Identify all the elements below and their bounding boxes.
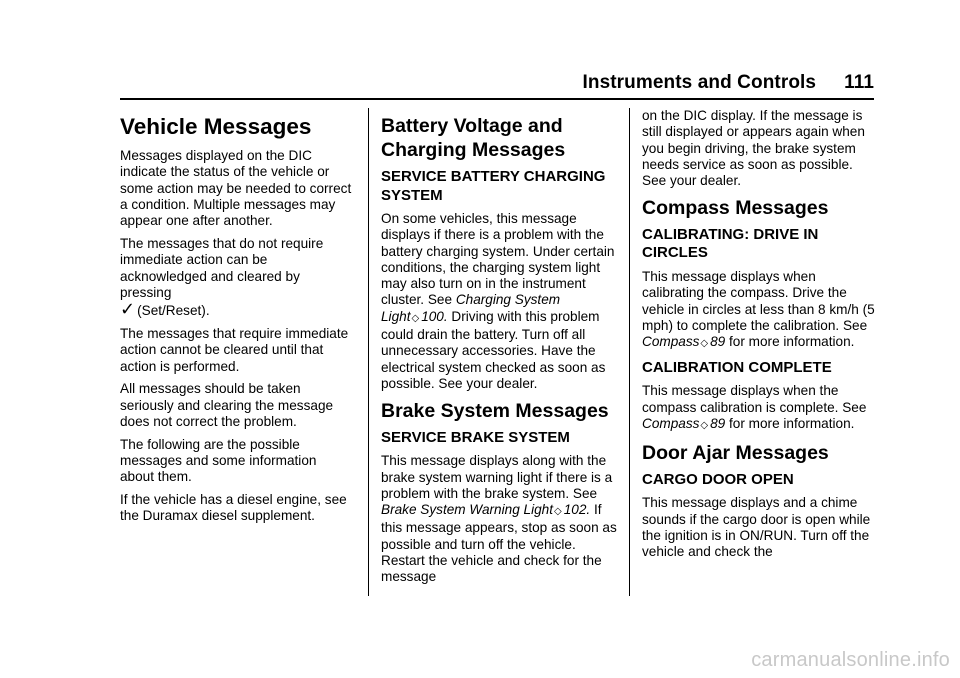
- xref-compass[interactable]: Compass: [642, 334, 700, 350]
- watermark: carmanualsonline.info: [751, 649, 950, 671]
- heading-door-ajar: Door Ajar Messages: [642, 441, 829, 464]
- heading-compass-messages: Compass Messages: [642, 196, 829, 219]
- paragraph: On some vehicles, this message displays if there is a problem with the battery charging system. Under certain conditions, the charging system light may also turn on in the instrument cluster. See Charging System Light◇ 100. Driving with this problem could drain the battery. Turn off all unnecessary accessories. Have the electrical system checked as soon as possible. See your dealer.: [381, 211, 615, 391]
- heading-brake-messages: Brake System Messages: [381, 399, 609, 422]
- xref-page[interactable]: 102.: [563, 502, 591, 518]
- page-number: 111: [844, 72, 874, 93]
- header-rule: [120, 98, 874, 100]
- xref-charging-light[interactable]: Charging System Light: [381, 292, 561, 324]
- paragraph: If the vehicle has a diesel engine, see the Duramax diesel supplement.: [120, 492, 347, 524]
- checkmark-icon: ✓: [120, 299, 136, 320]
- paragraph: This message displays along with the brake system warning light if there is a problem with the brake system. See Brake System Warning Light◇ 102. If this message appears, stop as soon as possible and turn off the vehicle. Restart the vehicle and check for the message: [381, 453, 617, 585]
- page-ref-arrow-icon: ◇: [411, 312, 420, 324]
- heading-calibrating: CALIBRATING: DRIVE IN CIRCLES: [642, 225, 819, 262]
- column-3: [642, 108, 878, 567]
- xref-compass[interactable]: Compass: [642, 416, 700, 432]
- page-ref-arrow-icon: ◇: [554, 506, 562, 518]
- xref-page[interactable]: 89: [710, 416, 726, 432]
- xref-page[interactable]: 100.: [421, 308, 448, 324]
- xref-page[interactable]: 89: [710, 334, 726, 350]
- heading-cargo-door: CARGO DOOR OPEN: [642, 470, 794, 488]
- paragraph: on the DIC display. If the message is still displayed or appears again when you begin driving, the brake system needs service as soon as possible. See your dealer.: [642, 108, 865, 189]
- paragraph: The messages that do not require immediate action can be acknowledged and cleared by pressing ✓ (Set/Reset).: [120, 235, 324, 320]
- running-header: [583, 72, 875, 94]
- paragraph: Messages displayed on the DIC indicate the status of the vehicle or some action may be needed to correct a condition. Multiple messages may appear one after another.: [120, 148, 352, 229]
- heading-vehicle-messages: Vehicle Messages: [120, 114, 312, 139]
- paragraph: This message displays and a chime sounds if the cargo door is open while the ignition is in ON/RUN. Turn off the vehicle and check the: [642, 495, 871, 560]
- paragraph: This message displays when the compass calibration is complete. See Compass◇ 89 for more information.: [642, 383, 867, 432]
- column-divider: [368, 108, 369, 596]
- heading-service-brake: SERVICE BRAKE SYSTEM: [381, 428, 570, 446]
- heading-calibration-complete: CALIBRATION COMPLETE: [642, 358, 832, 376]
- page-ref-arrow-icon: ◇: [700, 338, 709, 350]
- paragraph: The messages that require immediate action cannot be cleared until that action is performed.: [120, 325, 349, 374]
- xref-brake-light[interactable]: Brake System Warning Light: [381, 502, 554, 518]
- section-title: Instruments and Controls: [582, 72, 817, 93]
- column-divider: [629, 108, 630, 596]
- page-ref-arrow-icon: ◇: [700, 420, 709, 432]
- paragraph: This message displays when calibrating the compass. Drive the vehicle in circles at less than 8 km/h (5 mph) to complete the calibration. See Compass◇ 89 for more information.: [642, 268, 875, 350]
- column-1: [120, 108, 354, 531]
- heading-service-battery: SERVICE BATTERY CHARGING SYSTEM: [381, 168, 606, 204]
- paragraph: The following are the possible messages and some information about them.: [120, 436, 317, 485]
- column-2: [381, 108, 617, 592]
- heading-battery-messages: Battery Voltage and Charging Messages: [381, 115, 566, 161]
- paragraph: All messages should be taken seriously and clearing the message does not correct the problem.: [120, 381, 334, 429]
